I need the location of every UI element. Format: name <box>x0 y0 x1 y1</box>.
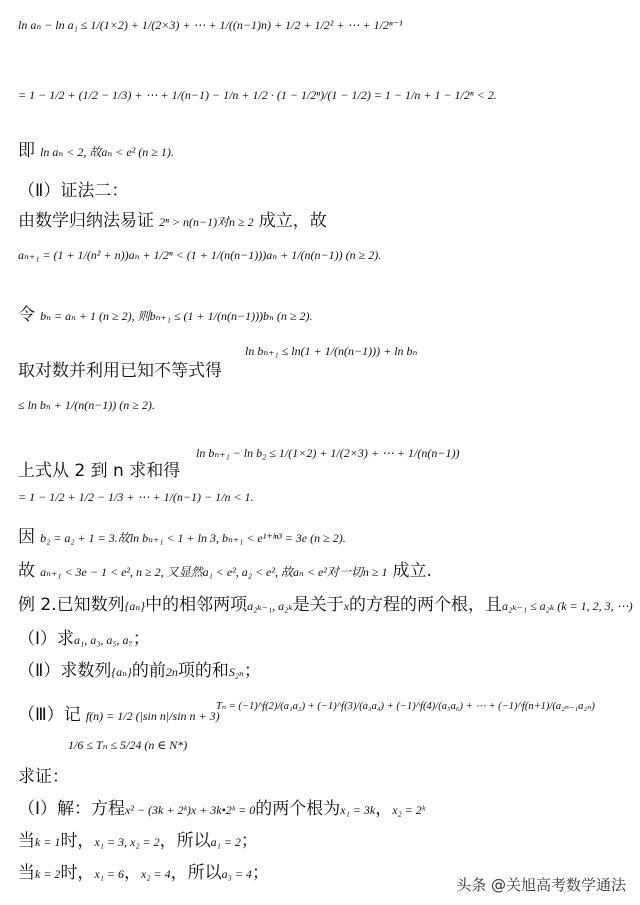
formula-ln-b: ln bₙ₊₁ ≤ ln(1 + 1/(n(n−1))) + ln bₙ <box>245 344 418 358</box>
formula: aₙ₊₁ < 3e − 1 < e², n ≥ 2, 又显然a₁ < e², a₂ < e², 故aₙ < e²对一切n ≥ 1 <box>40 565 388 579</box>
formula: a₃ = 4 <box>221 867 252 881</box>
text: ，所以 <box>159 831 211 851</box>
text: 的方程的两个根，且 <box>349 595 503 615</box>
text: ； <box>240 831 258 851</box>
question-1 <box>18 624 150 649</box>
solution-1 <box>18 794 425 819</box>
math-line-2: = 1 − 1/2 + (1/2 − 1/3) + ⋯ + 1/(n−1) − 1/n + 1/2 · (1 − 1/2ⁿ)/(1 − 1/2) = 1 − 1/n + 1 − 1/2ⁿ < 2. <box>18 88 497 102</box>
formula: ln aₙ < 2, 故aₙ < e² (n ≥ 1). <box>40 145 174 159</box>
formula: a₁, a₃, a₅, a₇ <box>74 633 133 647</box>
math-line-11: = 1 − 1/2 + 1/2 − 1/3 + ⋯ + 1/(n−1) − 1/n < 1. <box>18 490 254 504</box>
formula: k = 1 <box>35 835 61 849</box>
formula: x₁ = 6 <box>94 867 125 881</box>
math-line-13 <box>18 556 432 581</box>
question-2 <box>18 656 261 681</box>
math-line-9: ≤ ln bₙ + 1/(n(n−1)) (n ≥ 2). <box>18 398 155 412</box>
formula-f: f(n) = 1/2 (|sin n|/sin n + 3) <box>85 709 220 723</box>
formula-bound: 1/6 ≤ Tₙ ≤ 5/24 (n ∈ N*) <box>68 738 188 752</box>
text: 当 <box>18 863 35 883</box>
formula: a₂ₖ₋₁, a₂ₖ <box>247 599 293 613</box>
text-ji: 即 <box>18 141 35 161</box>
text-yin: 因 <box>18 527 35 547</box>
formula: {aₙ} <box>111 665 132 679</box>
example-2-statement <box>18 590 633 615</box>
formula: 2ⁿ > n(n−1)对n ≥ 2 <box>159 215 254 229</box>
formula: x² − (3k + 2ᵏ)x + 3k•2ᵏ = 0 <box>125 803 256 817</box>
text: 中的相邻两项 <box>145 595 248 615</box>
text: （Ⅱ）求数列 <box>18 661 112 681</box>
formula: k = 2 <box>35 867 61 881</box>
formula: x₂ = 4 <box>141 867 171 881</box>
text: ， <box>375 799 393 819</box>
formula: a₁ = 2 <box>210 835 241 849</box>
question-3 <box>18 700 220 725</box>
text-prove: 求证： <box>18 767 69 787</box>
text: ； <box>132 629 150 649</box>
text: 时， <box>60 831 95 851</box>
formula: {aₙ} <box>124 599 146 613</box>
formula: x₁ = 3k <box>340 803 376 817</box>
math-line-12 <box>18 522 346 547</box>
solution-k2 <box>18 858 269 883</box>
solution-k1 <box>18 826 258 851</box>
text: 的两个根为 <box>255 799 341 819</box>
math-line-3 <box>18 136 174 161</box>
text: 项的和 <box>177 661 229 681</box>
formula: x₂ = 2ᵏ <box>392 803 426 817</box>
text: （Ⅲ）记 <box>18 705 81 725</box>
formula: bₙ = aₙ + 1 (n ≥ 2), 则bₙ₊₁ ≤ (1 + 1/(n(n−1)))bₙ (n ≥ 2). <box>40 309 313 323</box>
text: 是关于 <box>292 595 344 615</box>
text-take-log: 取对数并利用已知不等式得 <box>18 361 222 381</box>
formula-Tn: Tₙ = (−1)^f(2)/(a₁a₂) + (−1)^f(3)/(a₃a₄) + (−1)^f(4)/(a₅a₆) + ⋯ + (−1)^f(n+1)/(a₂ₙ₋₁a₂ₙ) <box>216 701 595 712</box>
formula: a₂ₖ₋₁ ≤ a₂ₖ (k = 1, 2, 3, ⋯) <box>502 599 633 613</box>
formula: S₂ₙ <box>228 665 244 679</box>
formula: x₁ = 3, x₂ = 2 <box>94 835 160 849</box>
formula-sum: ln bₙ₊₁ − ln b₂ ≤ 1/(1×2) + 1/(2×3) + ⋯ + 1/(n(n−1)) <box>196 446 460 460</box>
watermark: 头条 @关旭高考数学通法 <box>456 876 626 894</box>
text: ， <box>124 863 142 883</box>
text: ，所以 <box>170 863 222 883</box>
text: 当 <box>18 831 35 851</box>
math-line-1: ln aₙ − ln a₁ ≤ 1/(1×2) + 1/(2×3) + ⋯ + 1/((n−1)n) + 1/2 + 1/2² + ⋯ + 1/2ⁿ⁻¹ <box>18 18 403 32</box>
text: 由数学归纳法易证 <box>18 211 154 231</box>
formula: x <box>343 599 350 613</box>
math-line-5 <box>18 206 327 231</box>
text: 时， <box>60 863 95 883</box>
formula: b₂ = a₂ + 1 = 3.故ln bₙ₊₁ < 1 + ln 3, bₙ₊₁ < e¹⁺ˡⁿ³ = 3e (n ≥ 2). <box>40 531 346 545</box>
section-heading-proof-2: （Ⅱ）证法二： <box>18 181 129 201</box>
text: 例 2.已知数列 <box>18 595 125 615</box>
text-ling: 令 <box>18 305 35 325</box>
text: 成立，故 <box>258 211 327 231</box>
text: （Ⅰ）求 <box>18 629 75 649</box>
text: ； <box>243 661 261 681</box>
text: （Ⅰ）解：方程 <box>18 799 126 819</box>
math-line-6: aₙ₊₁ = (1 + 1/(n² + n))aₙ + 1/2ⁿ < (1 + 1/(n(n−1)))aₙ + 1/(n(n−1)) (n ≥ 2). <box>18 248 382 262</box>
text: 成立. <box>392 561 432 581</box>
math-line-7 <box>18 300 313 325</box>
formula: 2n <box>165 665 178 679</box>
text-gu: 故 <box>18 561 35 581</box>
text: ； <box>251 863 269 883</box>
text: 的前 <box>131 661 166 681</box>
text-sum-from: 上式从 2 到 n 求和得 <box>18 461 181 481</box>
